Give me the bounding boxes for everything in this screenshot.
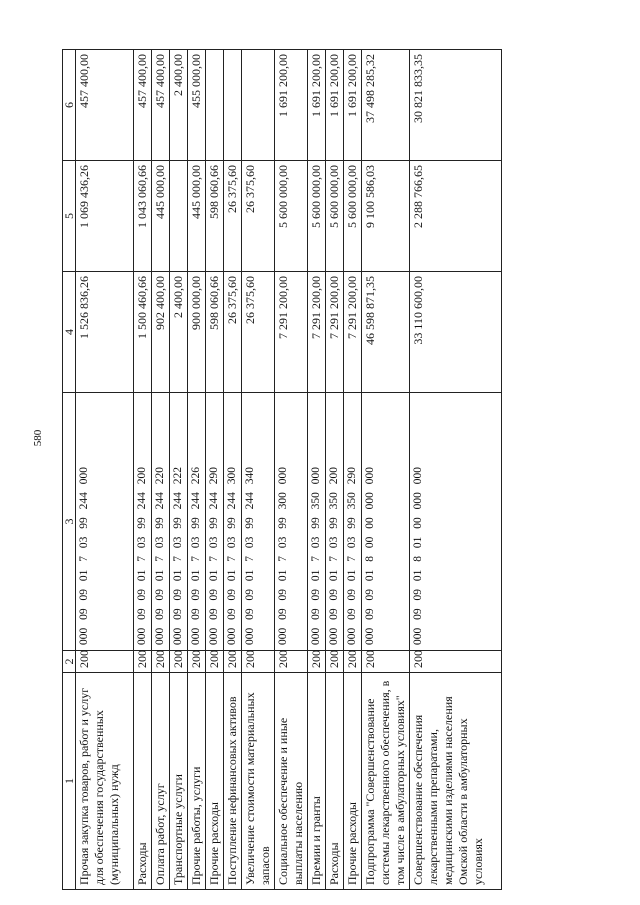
table-row — [362, 50, 410, 890]
row-admin-code: 200 — [206, 651, 224, 673]
table-row — [134, 50, 152, 890]
row-amount-col6 — [206, 50, 224, 161]
row-name: Поступление нефинансовых активов — [224, 673, 242, 890]
row-amount-col6: 1 691 200,00 — [308, 50, 326, 161]
row-budget-code: 000 09 09 01 7 03 99 244 290 — [206, 393, 224, 651]
table-row — [344, 50, 362, 890]
row-admin-code: 200 — [76, 651, 134, 673]
row-amount-col4: 26 375,60 — [224, 272, 242, 393]
rotated-table-sheet — [62, 50, 632, 890]
row-admin-code: 200 — [362, 651, 410, 673]
row-amount-col5: 26 375,60 — [242, 161, 275, 272]
row-amount-col5: 445 000,00 — [188, 161, 206, 272]
table-row — [206, 50, 224, 890]
row-admin-code: 200 — [134, 651, 152, 673]
table-row — [152, 50, 170, 890]
row-amount-col6: 1 691 200,00 — [344, 50, 362, 161]
row-amount-col6: 455 000,00 — [188, 50, 206, 161]
row-amount-col6 — [224, 50, 242, 161]
row-name: Подпрограмма "Совершенствование системы лекарственного обеспечения, в том числе в амбулаторных условиях" — [362, 673, 410, 890]
row-name: Социальное обеспечение и иные выплаты населению — [275, 673, 308, 890]
row-name: Прочие расходы — [206, 673, 224, 890]
row-amount-col6: 457 400,00 — [76, 50, 134, 161]
row-amount-col5: 5 600 000,00 — [344, 161, 362, 272]
row-amount-col5: 5 600 000,00 — [308, 161, 326, 272]
row-amount-col4: 33 110 600,00 — [410, 272, 502, 393]
row-amount-col4: 26 375,60 — [242, 272, 275, 393]
row-admin-code: 200 — [326, 651, 344, 673]
row-amount-col4: 46 598 871,35 — [362, 272, 410, 393]
row-amount-col6: 37 498 285,32 — [362, 50, 410, 161]
column-number-row — [63, 50, 76, 890]
row-amount-col6: 457 400,00 — [134, 50, 152, 161]
column-number: 2 — [63, 651, 76, 673]
row-budget-code: 000 09 09 01 7 03 99 244 222 — [170, 393, 188, 651]
row-name: Расходы — [326, 673, 344, 890]
row-name: Оплата работ, услуг — [152, 673, 170, 890]
row-amount-col5: 1 043 060,66 — [134, 161, 152, 272]
row-budget-code: 000 09 09 01 8 00 00 000 000 — [362, 393, 410, 651]
row-amount-col5: 1 069 436,26 — [76, 161, 134, 272]
row-amount-col6: 1 691 200,00 — [275, 50, 308, 161]
page-number: 580 — [32, 429, 44, 447]
row-admin-code: 200 — [152, 651, 170, 673]
row-budget-code: 000 09 09 01 7 03 99 350 000 — [308, 393, 326, 651]
row-budget-code: 000 09 09 01 7 03 99 244 226 — [188, 393, 206, 651]
row-budget-code: 000 09 09 01 7 03 99 350 200 — [326, 393, 344, 651]
row-amount-col4: 2 400,00 — [170, 272, 188, 393]
table-row — [170, 50, 188, 890]
row-budget-code: 000 09 09 01 7 03 99 244 340 — [242, 393, 275, 651]
column-number: 6 — [63, 50, 76, 161]
row-amount-col6: 30 821 833,35 — [410, 50, 502, 161]
column-number: 1 — [63, 673, 76, 890]
row-budget-code: 000 09 09 01 7 03 99 244 000 — [76, 393, 134, 651]
row-budget-code: 000 09 09 01 7 03 99 244 220 — [152, 393, 170, 651]
row-amount-col6: 1 691 200,00 — [326, 50, 344, 161]
row-amount-col4: 598 060,66 — [206, 272, 224, 393]
row-name: Расходы — [134, 673, 152, 890]
row-budget-code: 000 09 09 01 7 03 99 350 290 — [344, 393, 362, 651]
row-admin-code: 200 — [242, 651, 275, 673]
row-name: Увеличение стоимости материальных запасов — [242, 673, 275, 890]
row-admin-code: 200 — [275, 651, 308, 673]
table-row — [308, 50, 326, 890]
row-amount-col5: 2 288 766,65 — [410, 161, 502, 272]
row-admin-code: 200 — [170, 651, 188, 673]
row-amount-col6: 457 400,00 — [152, 50, 170, 161]
row-name: Совершенствование обеспечения лекарственными препаратами, медицинскими изделиями населения Омской области в амбулаторных условиях — [410, 673, 502, 890]
row-budget-code: 000 09 09 01 7 03 99 300 000 — [275, 393, 308, 651]
row-amount-col5 — [170, 161, 188, 272]
row-amount-col5: 598 060,66 — [206, 161, 224, 272]
row-name: Прочие работы, услуги — [188, 673, 206, 890]
row-admin-code: 200 — [224, 651, 242, 673]
column-number: 5 — [63, 161, 76, 272]
row-amount-col4: 1 526 836,26 — [76, 272, 134, 393]
column-number: 4 — [63, 272, 76, 393]
table-row — [188, 50, 206, 890]
row-amount-col6: 2 400,00 — [170, 50, 188, 161]
row-budget-code: 000 09 09 01 7 03 99 244 200 — [134, 393, 152, 651]
row-amount-col4: 902 400,00 — [152, 272, 170, 393]
row-amount-col5: 445 000,00 — [152, 161, 170, 272]
row-amount-col4: 1 500 460,66 — [134, 272, 152, 393]
row-amount-col4: 7 291 200,00 — [275, 272, 308, 393]
row-amount-col6 — [242, 50, 275, 161]
table-row — [76, 50, 134, 890]
row-amount-col4: 7 291 200,00 — [344, 272, 362, 393]
row-amount-col4: 7 291 200,00 — [308, 272, 326, 393]
row-admin-code: 200 — [344, 651, 362, 673]
row-budget-code: 000 09 09 01 7 03 99 244 300 — [224, 393, 242, 651]
table-row — [224, 50, 242, 890]
row-amount-col5: 9 100 586,03 — [362, 161, 410, 272]
row-amount-col5: 5 600 000,00 — [326, 161, 344, 272]
row-amount-col5: 26 375,60 — [224, 161, 242, 272]
table-row — [242, 50, 275, 890]
table-row — [326, 50, 344, 890]
row-name: Прочая закупка товаров, работ и услуг для обеспечения государственных (муниципальных) нужд — [76, 673, 134, 890]
row-name: Транспортные услуги — [170, 673, 188, 890]
column-number: 3 — [63, 393, 76, 651]
row-name: Прочие расходы — [344, 673, 362, 890]
row-admin-code: 200 — [308, 651, 326, 673]
row-name: Премии и гранты — [308, 673, 326, 890]
table-row — [410, 50, 502, 890]
row-admin-code: 200 — [410, 651, 502, 673]
row-budget-code: 000 09 09 01 8 01 00 000 000 — [410, 393, 502, 651]
row-amount-col5: 5 600 000,00 — [275, 161, 308, 272]
row-admin-code: 200 — [188, 651, 206, 673]
row-amount-col4: 7 291 200,00 — [326, 272, 344, 393]
table-row — [275, 50, 308, 890]
budget-table — [62, 49, 502, 890]
row-amount-col4: 900 000,00 — [188, 272, 206, 393]
